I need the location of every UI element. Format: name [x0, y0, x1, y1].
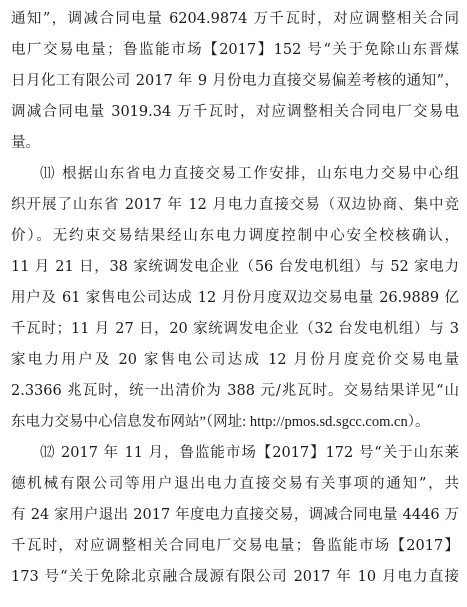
text-line-13: 2.3366 兆瓦时，统一出清价为 388 元/兆瓦时。交易结果详见“山 — [11, 383, 459, 399]
text-line-18: 千瓦时，对应调整相关合同电厂交易电量；鲁监能市场【2017】 — [11, 538, 459, 554]
text-line-11: 千瓦时；11 月 27 日，20 家统调发电企业（32 台发电机组）与 3 — [11, 321, 459, 337]
text-line-1: 通知”，调减合同电量 6204.9874 万千瓦时，对应调整相关合同 — [11, 11, 459, 27]
text-line-4: 调减合同电量 3019.34 万千瓦时，对应调整相关合同电厂交易电 — [11, 104, 459, 120]
text-line-2: 电厂交易电量；鲁监能市场【2017】152 号“关于免除山东晋煤 — [11, 42, 459, 58]
text-line-14: 东电力交易中心信息发布网站”（网址: http://pmos.sd.sgcc.com.cn）。 — [11, 414, 430, 430]
text-line-9: 11 月 21 日，38 家统调发电企业（56 台发电机组）与 52 家电力 — [11, 259, 459, 275]
text-line-6: ⑾ 根据山东省电力直接交易工作安排，山东电力交易中心组 — [40, 166, 459, 182]
text-line-19: 173 号“关于免除北京融合晟源有限公司 2017 年 10 月电力直接 — [11, 569, 459, 585]
text-line-5: 量。 — [11, 135, 40, 151]
text-line-7: 织开展了山东省 2017 年 12 月电力直接交易（双边协商、集中竞 — [11, 197, 459, 213]
text-line-12: 家电力用户及 20 家售电公司达成 12 月份月度竞价交易电量 — [11, 352, 459, 368]
text-line-17: 有 24 家用户退出 2017 年度电力直接交易，调减合同电量 4446 万 — [11, 507, 459, 523]
text-line-15: ⑿ 2017 年 11 月，鲁监能市场【2017】172 号“关于山东莱 — [40, 445, 459, 461]
text-line-16: 德机械有限公司等用户退出电力直接交易有关事项的通知”，共 — [11, 476, 459, 492]
text-line-3: 日月化工有限公司 2017 年 9 月份电力直接交易偏差考核的通知”， — [11, 73, 459, 89]
text-line-10: 用户及 61 家售电公司达成 12 月份月度双边交易电量 26.9889 亿 — [11, 290, 459, 306]
text-line-8: 价）。无约束交易结果经山东电力调度控制中心安全校核确认， — [11, 228, 459, 244]
